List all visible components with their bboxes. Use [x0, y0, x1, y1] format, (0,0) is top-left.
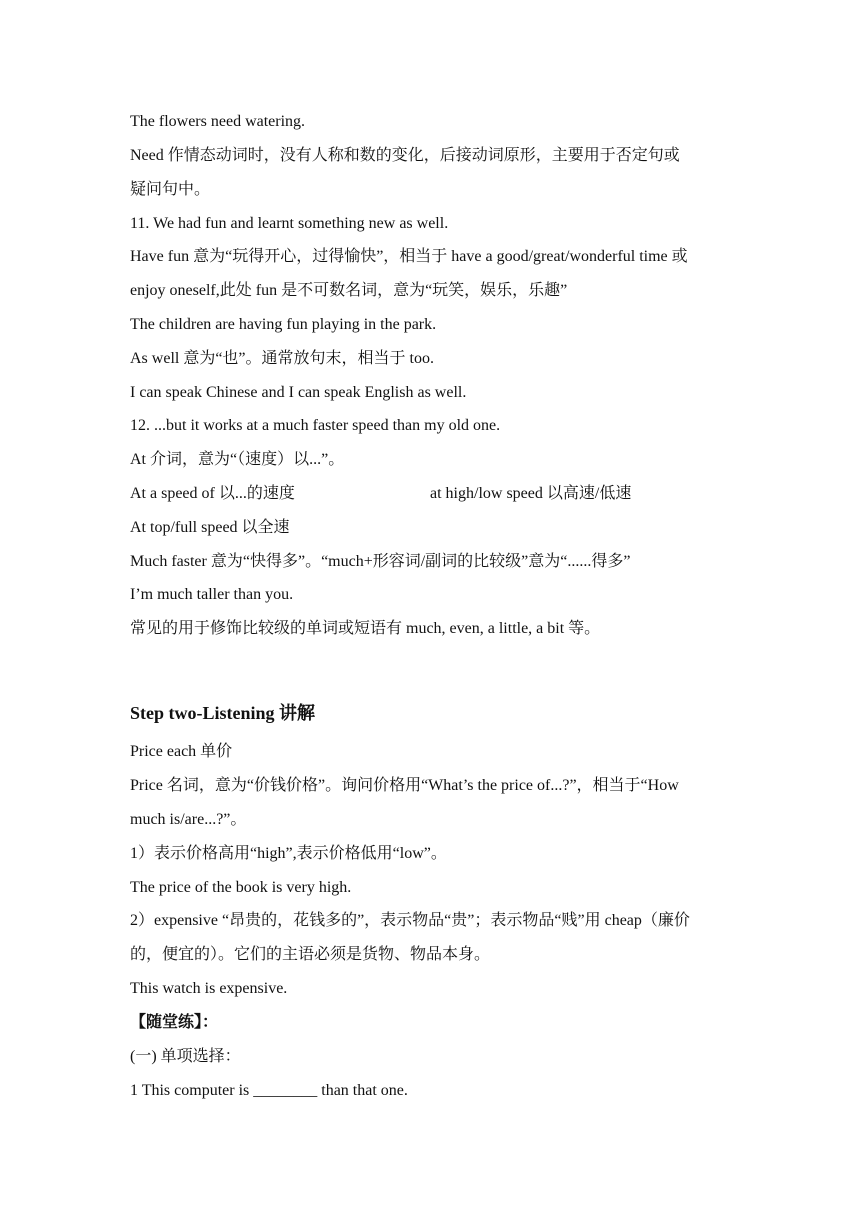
section-heading: Step two-Listening 讲解	[130, 703, 316, 723]
text-line: Price 名词，意为“价钱价格”。询问价格用“What’s the price of...?”，相当于“How	[130, 777, 679, 794]
text-line: 疑问句中。	[130, 181, 211, 198]
text-line: 2）expensive “昂贵的，花钱多的”，表示物品“贵”；表示物品“贱”用 cheap（廉价	[130, 912, 690, 929]
text-line: much is/are...?”。	[130, 811, 247, 828]
text-line: At top/full speed 以全速	[130, 519, 290, 536]
subsection-title: (一) 单项选择：	[130, 1048, 241, 1065]
text-line: Need 作情态动词时，没有人称和数的变化，后接动词原形，主要用于否定句或	[130, 147, 680, 164]
text-line: Price each 单价	[130, 743, 233, 760]
numbered-sentence-12: 12. ...but it works at a much faster speed than my old one.	[130, 417, 501, 434]
example-sentence: I can speak Chinese and I can speak English as well.	[130, 384, 467, 401]
practice-heading: 【随堂练】：	[130, 1014, 219, 1031]
question-1: 1 This computer is ________ than that one.	[130, 1082, 408, 1099]
text-line: 的，便宜的）。它们的主语必须是货物、物品本身。	[130, 946, 491, 963]
example-sentence: I’m much taller than you.	[130, 586, 294, 603]
text-line: enjoy oneself,此处 fun 是不可数名词，意为“玩笑，娱乐，乐趣”	[130, 282, 568, 299]
example-sentence: The price of the book is very high.	[130, 879, 352, 896]
text-line: As well 意为“也”。通常放句末，相当于 too.	[130, 350, 434, 367]
numbered-sentence-11: 11. We had fun and learnt something new as well.	[130, 215, 449, 232]
text-line: 1）表示价格高用“high”,表示价格低用“low”。	[130, 845, 447, 862]
phrase-left: At a speed of 以...的速度	[130, 485, 295, 502]
example-sentence: The children are having fun playing in the park.	[130, 316, 437, 333]
text-line: 常见的用于修饰比较级的单词或短语有 much, even, a little, a bit 等。	[130, 620, 601, 637]
text-line: Much faster 意为“快得多”。“much+形容词/副词的比较级”意为“......得多”	[130, 553, 631, 570]
text-line: The flowers need watering.	[130, 113, 306, 130]
phrase-right: at high/low speed 以高速/低速	[430, 485, 632, 502]
text-line: At 介词，意为“（速度）以...”。	[130, 451, 345, 468]
example-sentence: This watch is expensive.	[130, 980, 288, 997]
text-line: Have fun 意为“玩得开心，过得愉快”，相当于 have a good/great/wonderful time 或	[130, 248, 688, 265]
